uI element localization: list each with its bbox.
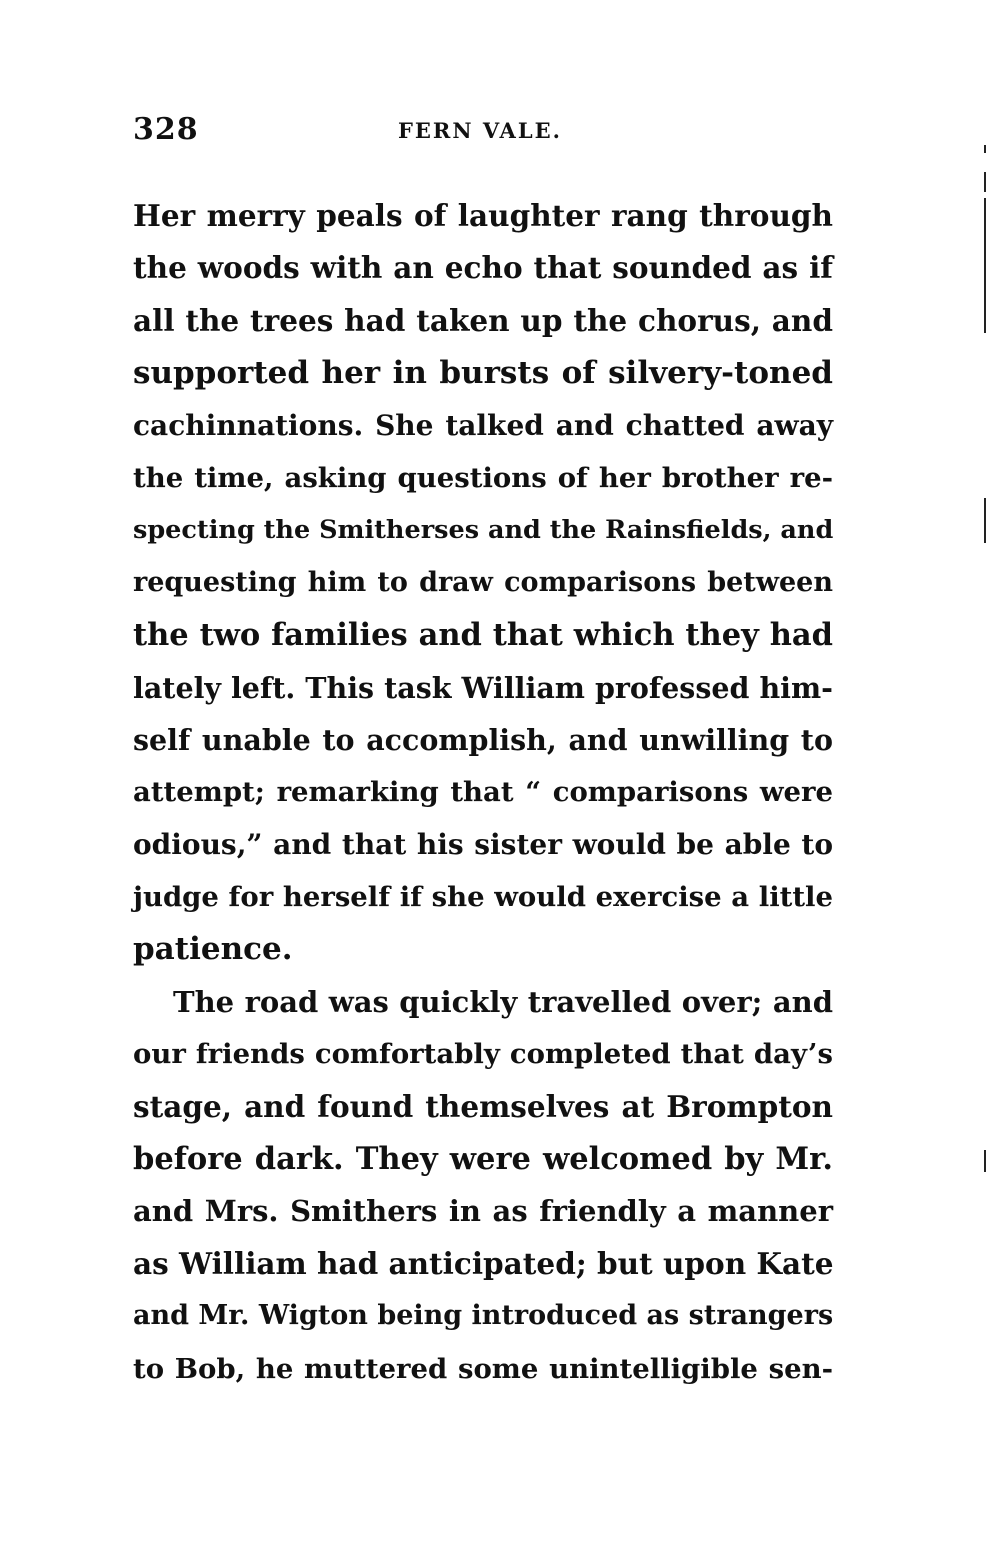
scan-edge-mark [984,1150,986,1172]
text-line: specting the Smitherses and the Rainsfields, and [133,515,834,546]
text-line: lately left. This task William professed him- [133,670,833,705]
page-header [133,112,833,152]
text-line: self unable to accomplish, and unwilling to [133,722,833,757]
scan-edge-mark [984,498,986,543]
text-line: supported her in bursts of silvery-toned [133,355,833,392]
text-line: cachinnations. She talked and chatted away [133,408,833,442]
text-line: to Bob, he muttered some unintelligible sen- [133,1352,833,1385]
running-title: FERN VALE. [398,118,562,143]
text-line: Her merry peals of laughter rang through [133,198,833,233]
body-text [133,190,833,1395]
text-line: our friends comfortably completed that day’s [133,1038,833,1071]
text-line: the two families and that which they had [133,617,833,654]
paragraph-1 [133,190,833,976]
text-line: stage, and found themselves at Brompton [133,1088,833,1124]
text-line: as William had anticipated; but upon Kate [133,1245,834,1281]
scan-edge-mark [984,198,986,333]
text-line: all the trees had taken up the chorus, and [133,302,833,338]
text-line: before dark. They were welcomed by Mr. [133,1141,833,1178]
text-line: attempt; remarking that “ comparisons were [133,776,833,809]
text-line: judge for herself if she would exercise a little [133,881,833,914]
text-line: requesting him to draw comparisons between [133,566,833,598]
text-line: patience. [133,931,293,968]
text-line: odious,” and that his sister would be able to [133,827,833,861]
text-line: the woods with an echo that sounded as if [133,250,833,286]
text-line: the time, asking questions of her brother re- [133,461,833,494]
page-number: 328 [133,112,199,147]
scan-edge-mark [984,172,986,192]
paragraph-2 [133,976,833,1395]
scan-edge-mark [984,145,986,153]
text-line: and Mrs. Smithers in as friendly a manner [133,1194,833,1229]
text-line: and Mr. Wigton being introduced as strangers [133,1300,834,1332]
text-line: The road was quickly travelled over; and [173,984,833,1019]
